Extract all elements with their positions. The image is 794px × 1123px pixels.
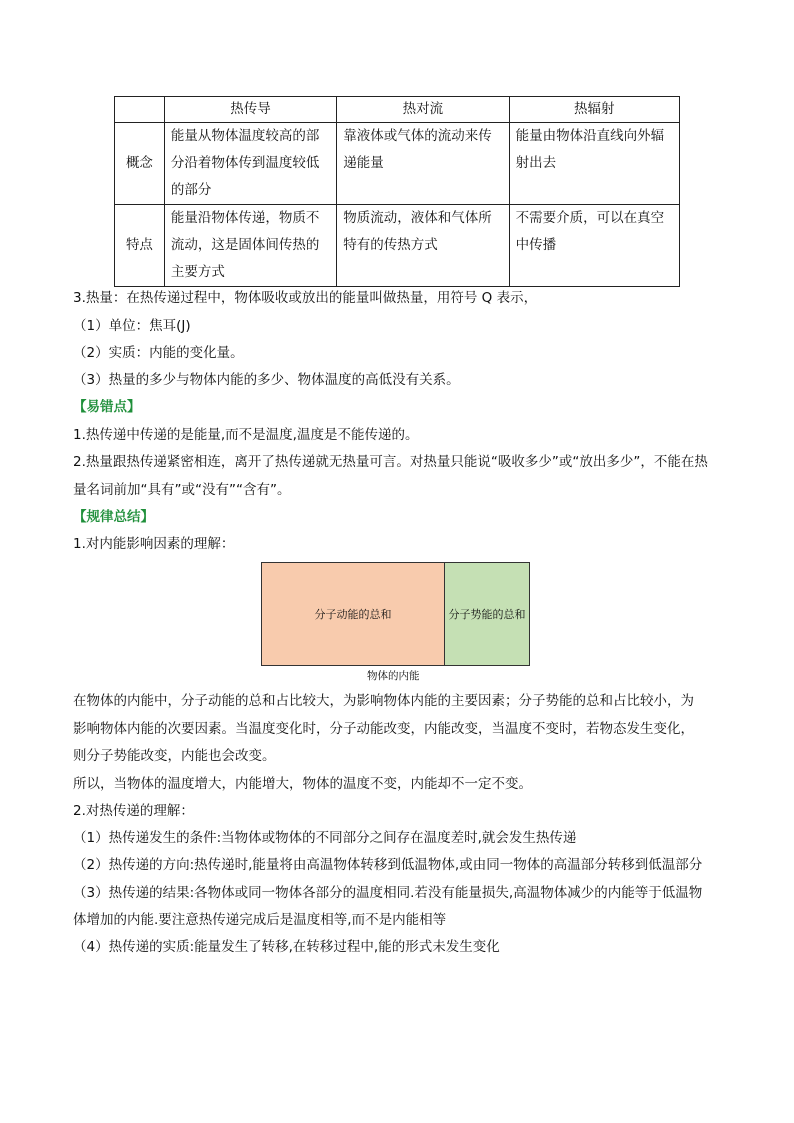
cell-line: 分沿着物体传到温度较低 [170, 155, 320, 171]
row-label-features: 特点 [115, 205, 165, 287]
heat-definition: 3.热量：在热传递过程中，物体吸收或放出的能量叫做热量，用符号 Q 表示， [73, 290, 538, 306]
summary-heading: 【规律总结】 [73, 509, 154, 525]
cell-line: 的部分 [170, 182, 212, 198]
table-header-corner [115, 97, 165, 123]
mistake-2: 2.热量跟热传递紧密相连，离开了热传递就无热量可言。对热量只能说“吸收多少”或“放出多少”，不能在热 [73, 454, 708, 470]
kinetic-energy-block [261, 562, 445, 666]
cell-line: 能量沿物体传递，物质不 [170, 210, 320, 226]
heat-unit: （1）单位：焦耳(J) [73, 318, 191, 334]
explain-line-3: 则分子势能改变，内能也会改变。 [73, 748, 276, 764]
cell-line: 不需要介质，可以在真空 [515, 210, 665, 226]
heat-relation: （3）热量的多少与物体内能的多少、物体温度的高低没有关系。 [73, 372, 460, 388]
potential-energy-block [444, 562, 530, 666]
table-cell [164, 123, 336, 205]
heat-transfer-comparison-table [114, 96, 680, 287]
heat-essence: （2）实质：内能的变化量。 [73, 345, 244, 361]
table-row-concept [115, 123, 680, 205]
cell-line: 递能量 [343, 155, 384, 171]
mistakes-heading: 【易错点】 [73, 399, 141, 415]
table-header-convection: 热对流 [337, 97, 509, 123]
explain-line-4: 所以，当物体的温度增大，内能增大，物体的温度不变，内能却不一定不变。 [73, 776, 532, 792]
explain-line-1: 在物体的内能中，分子动能的总和占比较大，为影响物体内能的主要因素；分子势能的总和占比较小，为 [73, 693, 694, 709]
mistake-2-cont: 量名词前加“具有”或“没有”“含有”。 [73, 482, 291, 498]
transfer-point-3-cont: 体增加的内能.要注意热传递完成后是温度相等,而不是内能相等 [73, 912, 447, 928]
table-header-radiation: 热辐射 [509, 97, 679, 123]
mistake-1: 1.热传递中传递的是能量,而不是温度,温度是不能传递的。 [73, 427, 419, 443]
cell-line: 主要方式 [170, 264, 225, 280]
table-row-features [115, 205, 680, 287]
transfer-point-1: （1）热传递发生的条件:当物体或物体的不同部分之间存在温度差时,就会发生热传递 [73, 830, 577, 846]
cell-line: 能量从物体温度较高的部 [170, 128, 320, 144]
table-header-conduction: 热传导 [164, 97, 336, 123]
transfer-point-2: （2）热传递的方向:热传递时,能量将由高温物体转移到低温物体,或由同一物体的高温部分转移到低温部分 [73, 857, 703, 873]
transfer-point-4: （4）热传递的实质:能量发生了转移,在转移过程中,能的形式未发生变化 [73, 939, 500, 955]
table-cell [164, 205, 336, 287]
cell-line: 射出去 [515, 155, 557, 171]
diagram-caption: 物体的内能 [367, 670, 420, 682]
table-cell [509, 123, 679, 205]
cell-line: 中传播 [515, 237, 557, 253]
table-cell [509, 205, 679, 287]
cell-line: 靠液体或气体的流动来传 [343, 128, 492, 144]
cell-line: 能量由物体沿直线向外辐 [515, 128, 665, 144]
cell-line: 物质流动，液体和气体所 [343, 210, 492, 226]
table-header-row [115, 97, 680, 123]
transfer-heading: 2.对热传递的理解： [73, 803, 194, 819]
summary-item-1: 1.对内能影响因素的理解： [73, 536, 235, 552]
kinetic-energy-label: 分子动能的总和 [314, 608, 392, 621]
row-label-concept: 概念 [115, 123, 165, 205]
transfer-point-3: （3）热传递的结果:各物体或同一物体各部分的温度相同.若没有能量损失,高温物体减少的内能等于低温物 [73, 885, 703, 901]
explain-line-2: 影响物体内能的次要因素。当温度变化时，分子动能改变，内能改变，当温度不变时，若物态发生变化， [73, 721, 694, 737]
cell-line: 流动，这是固体间传热的 [170, 237, 320, 253]
potential-energy-label: 分子势能的总和 [448, 608, 526, 621]
table-cell [337, 205, 509, 287]
table-cell [337, 123, 509, 205]
cell-line: 特有的传热方式 [343, 237, 438, 253]
